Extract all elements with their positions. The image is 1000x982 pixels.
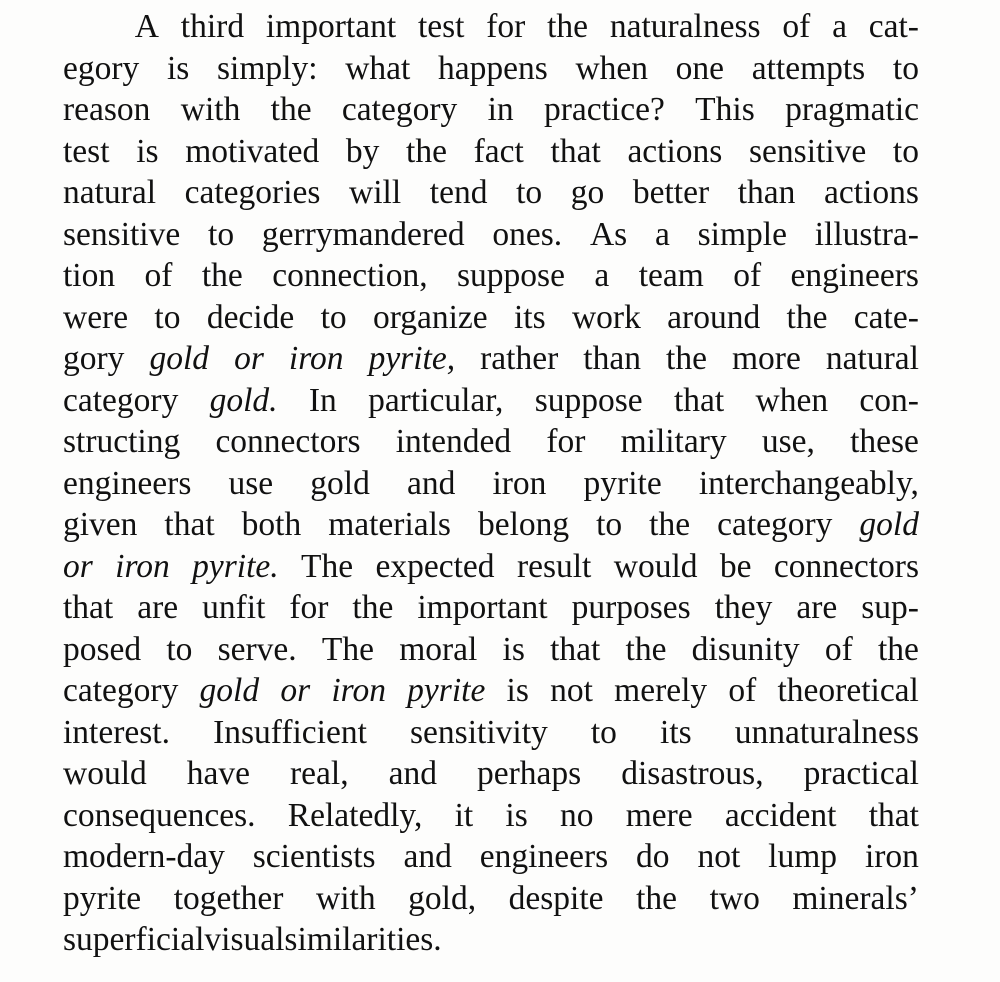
text-line	[63, 919, 919, 961]
word: natural	[63, 174, 157, 211]
word: pyrite	[407, 672, 486, 709]
word: attempts	[751, 49, 866, 87]
word: than	[583, 340, 641, 377]
word: Relatedly,	[287, 796, 423, 834]
word: more	[732, 340, 801, 377]
word: to	[320, 298, 347, 336]
word: third	[180, 8, 245, 45]
word: in	[487, 91, 514, 128]
word: particular,	[368, 381, 504, 419]
word: sensitive	[749, 132, 867, 170]
text-line	[63, 297, 919, 339]
word: simply:	[216, 49, 318, 87]
word: consequences.	[63, 796, 256, 834]
word: a	[832, 8, 847, 45]
word: were	[63, 298, 129, 336]
text-line	[63, 504, 919, 546]
word: its	[660, 713, 692, 751]
word: accident	[724, 796, 837, 834]
word: engineers	[479, 838, 609, 875]
word: it	[454, 796, 474, 834]
word: motivated	[185, 132, 320, 170]
word: suppose	[534, 381, 643, 419]
word: illustra-	[814, 215, 919, 253]
text-line	[63, 587, 919, 629]
word: sup-	[861, 589, 919, 626]
word: iron	[331, 672, 386, 709]
word: categories	[184, 174, 321, 211]
word: to	[154, 298, 181, 336]
word: structing	[63, 423, 181, 460]
word: together	[173, 879, 284, 917]
word: As	[589, 215, 628, 253]
word: pragmatic	[785, 91, 919, 128]
word: important	[265, 8, 397, 45]
word: when	[755, 381, 829, 419]
word: to	[516, 174, 543, 211]
word: or	[234, 340, 264, 377]
word: that	[63, 589, 114, 626]
text-line	[63, 338, 919, 380]
word: to	[208, 215, 235, 253]
word: iron	[492, 464, 547, 502]
word: iron	[288, 340, 344, 377]
word: organize	[372, 298, 488, 336]
word: the	[877, 630, 919, 668]
word: or	[63, 547, 93, 585]
word: with	[180, 91, 241, 128]
text-line	[63, 878, 919, 920]
text-line	[63, 6, 919, 48]
word: visual	[204, 921, 285, 958]
word: to	[596, 506, 623, 543]
word: belong	[477, 506, 570, 543]
word: than	[737, 174, 796, 211]
word: practice?	[543, 91, 665, 128]
word: the	[547, 8, 589, 45]
word: con-	[859, 381, 919, 419]
word: engineers	[63, 464, 192, 502]
word: that	[673, 381, 725, 419]
word: not	[697, 838, 741, 875]
word: is	[166, 49, 190, 87]
word: go	[570, 174, 605, 211]
text-line	[63, 836, 919, 878]
word: ones.	[492, 215, 563, 253]
word: suppose	[457, 257, 565, 294]
word: the	[666, 340, 707, 377]
word: simple	[697, 215, 787, 253]
word: would	[613, 547, 698, 585]
word: or	[280, 672, 311, 709]
word: fact	[473, 132, 524, 170]
word: to	[892, 49, 919, 87]
word: use	[228, 464, 274, 502]
word: merely	[614, 672, 708, 709]
text-line	[63, 463, 919, 505]
word: are	[796, 589, 838, 626]
word: by	[345, 132, 380, 170]
word: the	[352, 589, 394, 626]
word: to	[166, 630, 193, 668]
word: is	[502, 630, 525, 668]
word: perhaps	[477, 755, 582, 792]
word: unfit	[202, 589, 266, 626]
word: pyrite	[63, 879, 142, 917]
word: gold.	[209, 381, 278, 419]
word: intended	[395, 423, 512, 460]
word: both	[241, 506, 302, 543]
word: In	[308, 381, 337, 419]
word: practical	[803, 755, 919, 792]
word: category	[63, 672, 179, 709]
word: better	[632, 174, 710, 211]
word: gerrymandered	[261, 215, 465, 253]
word: test	[63, 132, 110, 170]
word: that	[550, 132, 601, 170]
word: of	[733, 257, 762, 294]
word: lump	[768, 838, 838, 875]
word: for	[289, 589, 329, 626]
word: of	[144, 257, 173, 294]
word: the	[625, 630, 667, 668]
text-line	[63, 255, 919, 297]
word: and	[403, 838, 452, 875]
word: naturalness	[609, 8, 761, 45]
word: natural	[825, 340, 919, 377]
word: important	[417, 589, 548, 626]
word: to	[590, 713, 617, 751]
word: minerals’	[792, 879, 919, 917]
word: posed	[63, 630, 142, 668]
word: that	[868, 796, 919, 834]
word: connectors	[773, 547, 919, 585]
word: and	[406, 464, 456, 502]
text-line	[63, 380, 919, 422]
first-line-indent	[63, 6, 113, 48]
word: use,	[761, 423, 815, 460]
word: cate-	[853, 298, 919, 336]
word: work	[571, 298, 641, 336]
word: egory	[63, 49, 140, 87]
text-line	[63, 48, 919, 90]
word: the	[201, 257, 243, 294]
word: no	[559, 796, 594, 834]
text-line	[63, 172, 919, 214]
word: tion	[63, 257, 116, 294]
word: the	[406, 132, 447, 170]
word: they	[714, 589, 773, 626]
word: despite	[508, 879, 604, 917]
word: two	[709, 879, 760, 917]
word: is	[136, 132, 159, 170]
word: that	[164, 506, 215, 543]
word: of	[824, 630, 853, 668]
word: will	[349, 174, 402, 211]
body-paragraph	[63, 6, 919, 961]
word: actions	[824, 174, 919, 211]
word: category	[63, 381, 179, 419]
word: its	[514, 298, 546, 336]
word: a	[594, 257, 610, 294]
word: category	[341, 91, 458, 128]
word: iron	[864, 838, 919, 875]
word: purposes	[571, 589, 691, 626]
word: modern-day	[63, 838, 225, 875]
word: the	[649, 506, 691, 543]
word: a	[654, 215, 670, 253]
text-line	[63, 131, 919, 173]
word: be	[719, 547, 752, 585]
word: The	[321, 630, 374, 668]
text-line	[63, 629, 919, 671]
word: of	[782, 8, 811, 45]
word: result	[516, 547, 592, 585]
word: real,	[290, 755, 349, 792]
word: team	[638, 257, 704, 294]
word: serve.	[217, 630, 297, 668]
word: decide	[206, 298, 295, 336]
word: scientists	[252, 838, 376, 875]
word: pyrite,	[368, 340, 456, 377]
word: the	[636, 879, 678, 917]
word: gold	[199, 672, 260, 709]
word: sensitive	[63, 215, 181, 253]
word: expected	[375, 547, 495, 585]
word: Insufficient	[213, 713, 367, 751]
word: interchangeably,	[698, 464, 919, 502]
word: the	[270, 91, 312, 128]
word: similarities.	[284, 921, 442, 958]
word: gory	[63, 340, 125, 377]
word: is	[505, 796, 528, 834]
word: have	[186, 755, 251, 792]
word: is	[506, 672, 529, 709]
text-line	[63, 712, 919, 754]
word: unnaturalness	[734, 713, 919, 751]
word: one	[675, 49, 725, 87]
text-line	[63, 753, 919, 795]
word: This	[695, 91, 755, 128]
word: happens	[437, 49, 548, 87]
word: connection,	[272, 257, 428, 294]
word: gold	[310, 464, 370, 502]
word: The	[301, 547, 354, 585]
word: for	[486, 8, 526, 45]
word: military	[620, 423, 727, 460]
word: the	[786, 298, 828, 336]
word: disastrous,	[621, 755, 764, 792]
word: to	[892, 132, 919, 170]
word: with	[316, 879, 376, 917]
word: sensitivity	[410, 713, 548, 751]
word: superficial	[63, 921, 205, 958]
word: around	[667, 298, 761, 336]
text-line	[63, 795, 919, 837]
word: engineers	[790, 257, 919, 294]
text-line	[63, 546, 919, 588]
word: that	[550, 630, 601, 668]
word: for	[546, 423, 586, 460]
word: would	[63, 755, 147, 792]
word: are	[137, 589, 179, 626]
word: pyrite.	[192, 547, 279, 585]
word: test	[417, 8, 465, 45]
word: tend	[429, 174, 488, 211]
word: gold	[149, 340, 210, 377]
word: not	[550, 672, 593, 709]
word: A	[134, 8, 159, 45]
word: pyrite	[583, 464, 662, 502]
word: iron	[115, 547, 170, 585]
word: actions	[627, 132, 723, 170]
word: mere	[625, 796, 693, 834]
text-line	[63, 670, 919, 712]
word: materials	[328, 506, 451, 543]
text-line	[63, 214, 919, 256]
word: reason	[63, 91, 151, 128]
word: disunity	[691, 630, 800, 668]
word: do	[636, 838, 670, 875]
word: category	[717, 506, 833, 543]
word: cat-	[868, 8, 919, 45]
word: of	[728, 672, 757, 709]
word: gold,	[408, 879, 477, 917]
word: interest.	[63, 713, 170, 751]
word: what	[345, 49, 411, 87]
word: theoretical	[777, 672, 919, 709]
word: connectors	[215, 423, 361, 460]
word: and	[388, 755, 437, 792]
word: moral	[399, 630, 478, 668]
text-line	[63, 89, 919, 131]
text-line	[63, 421, 919, 463]
word: when	[575, 49, 648, 87]
word: rather	[480, 340, 559, 377]
word: gold	[859, 506, 919, 543]
word: given	[63, 506, 138, 543]
word: these	[850, 423, 919, 460]
